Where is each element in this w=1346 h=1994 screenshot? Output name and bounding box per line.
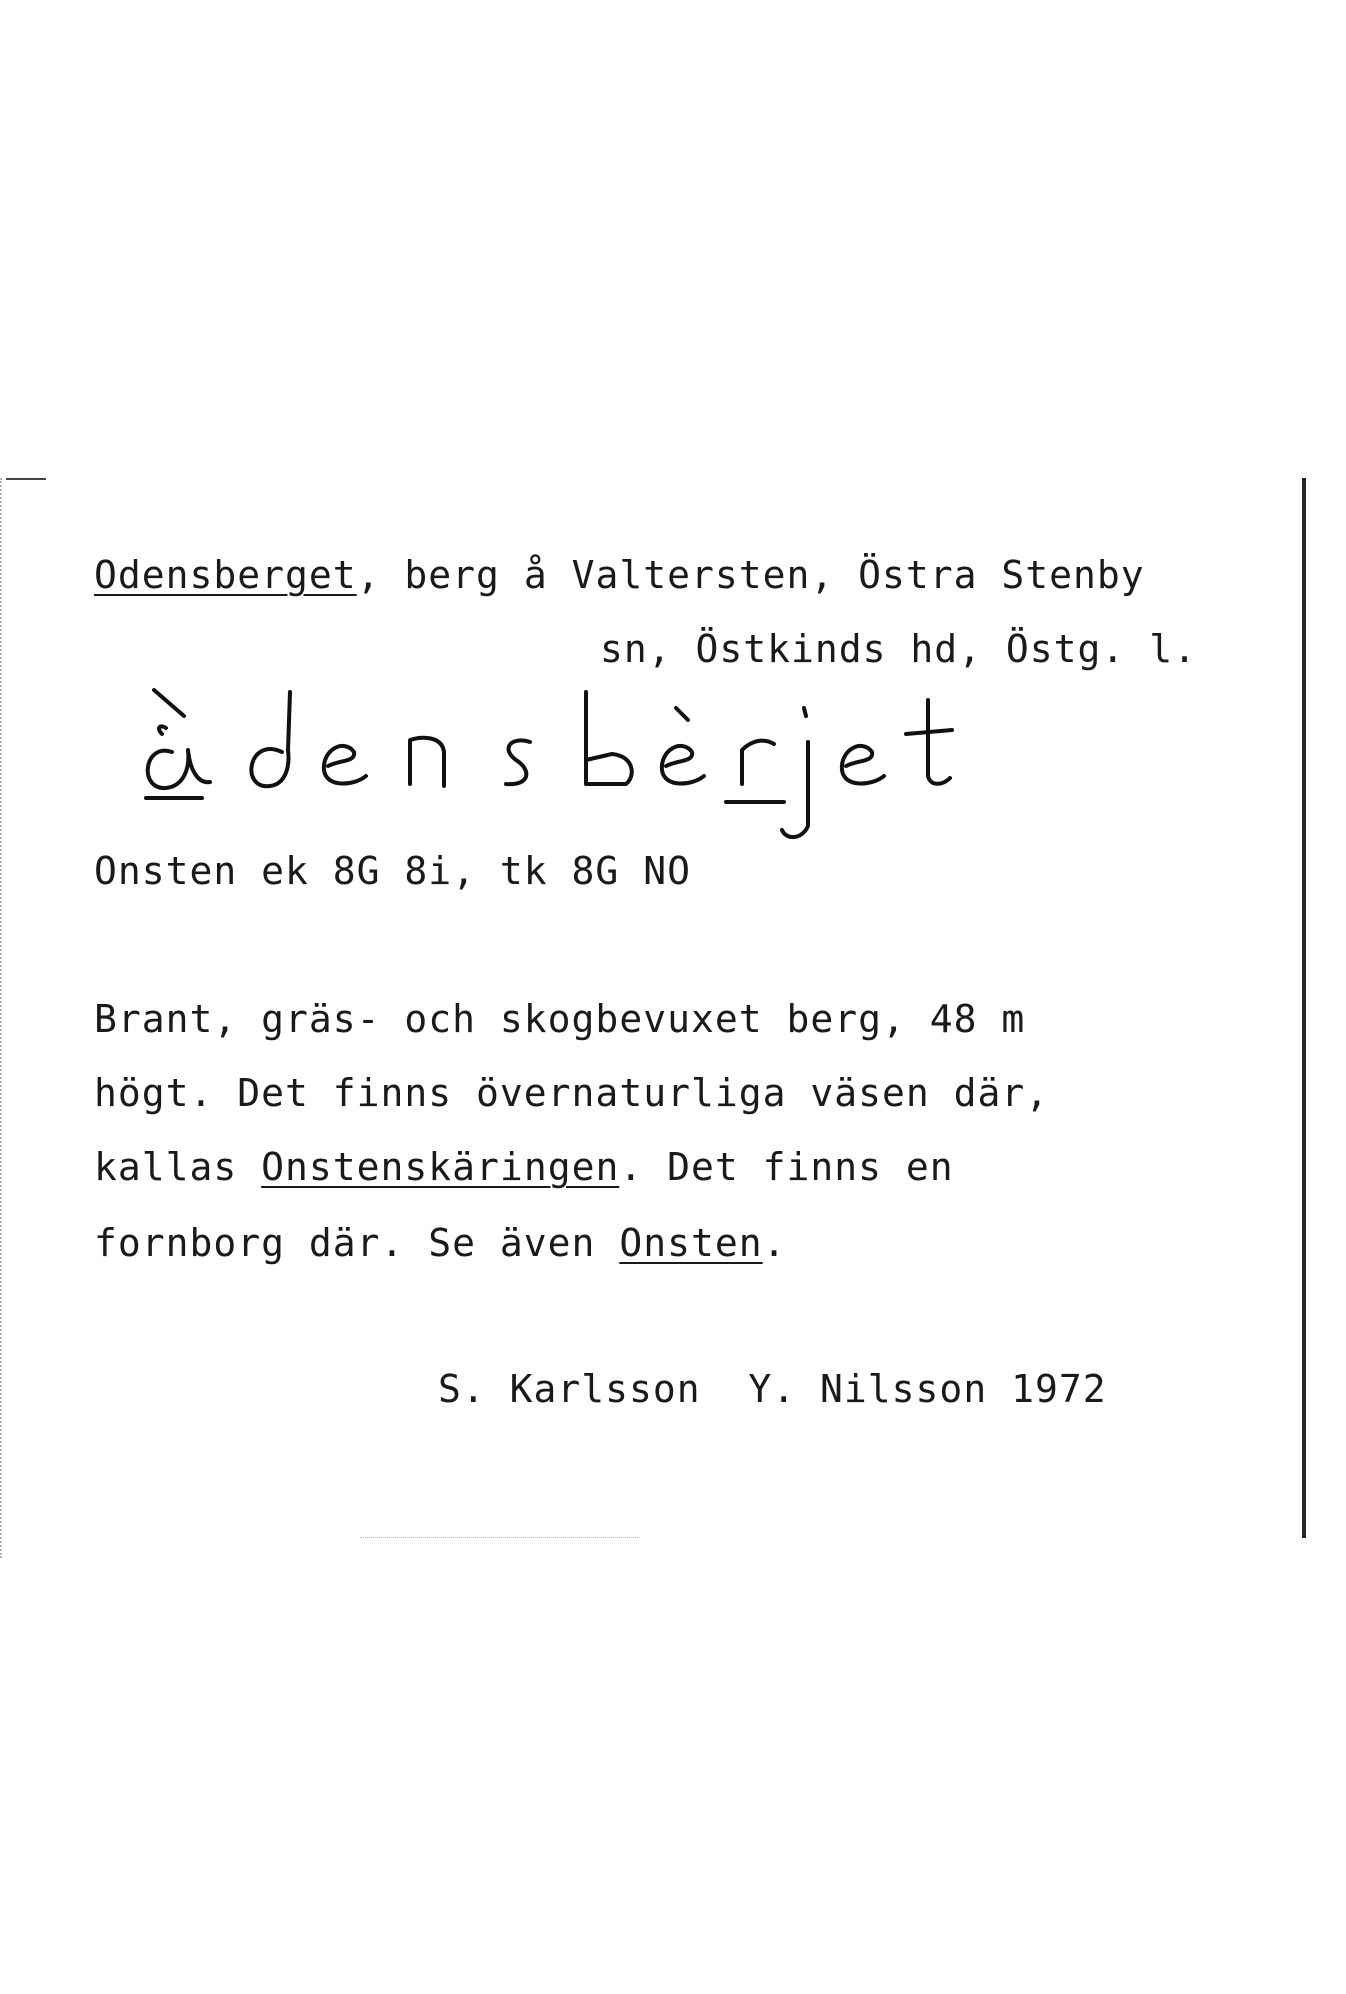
heading-rest: , berg å Valtersten, Östra Stenby (356, 553, 1145, 597)
description-line-4 (94, 1221, 787, 1265)
headword: Odensberget (94, 553, 357, 597)
description-line-4-start: fornborg där. Se även (94, 1221, 620, 1265)
description-line-3-end: . Det finns en (619, 1145, 954, 1189)
heading-line-2: sn, Östkinds hd, Östg. l. (600, 627, 1197, 671)
description-line-2: högt. Det finns övernaturliga väsen där, (94, 1071, 1050, 1115)
cross-reference-onsten: Onsten (619, 1221, 763, 1265)
heading-line-1 (94, 553, 1145, 597)
handwriting-drawing (132, 680, 972, 850)
description-line-3-start: kallas (94, 1145, 262, 1189)
description-line-3 (94, 1145, 954, 1189)
description-line-1: Brant, gräs- och skogbevuxet berg, 48 m (94, 997, 1026, 1041)
cross-reference-onstenskaringen: Onstenskäringen (261, 1145, 620, 1189)
signature-line: S. Karlsson Y. Nilsson 1972 (438, 1367, 1107, 1411)
map-reference: Onsten ek 8G 8i, tk 8G NO (94, 849, 691, 893)
handwritten-phonetic (132, 680, 972, 850)
description-line-4-end: . (762, 1221, 787, 1265)
